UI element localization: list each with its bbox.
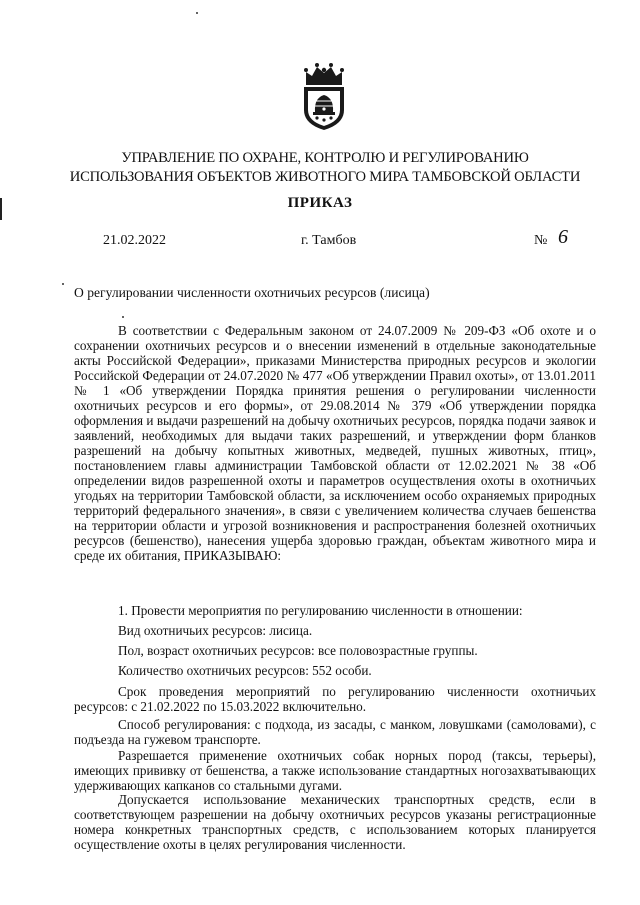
term-paragraph: Срок проведения мероприятий по регулированию численности охотничьих ресурсов: с 21.02.2022 по 15.03.2022 включительно. — [74, 684, 596, 714]
coat-of-arms-emblem — [297, 60, 351, 132]
vehicles-block — [74, 792, 596, 852]
dogs-block — [74, 748, 596, 793]
method-paragraph: Способ регулирования: с подхода, из засады, с манком, ловушками (самоловами), с подъезда на гужевом транспорте. — [74, 717, 596, 747]
order-subject: О регулировании численности охотничьих ресурсов (лисица) — [74, 285, 430, 300]
item-1-heading: 1. Провести мероприятия по регулированию численности в отношении: — [118, 603, 523, 618]
dogs-paragraph: Разрешается применение охотничьих собак норных пород (таксы, терьеры), имеющих прививку от бешенства, а также использование стандартных ногозахватывающих удерживающих капканов со стальными дугами. — [74, 748, 596, 793]
term-block — [74, 684, 596, 714]
order-city: г. Тамбов — [301, 233, 357, 248]
method-block — [74, 717, 596, 747]
order-number-handwritten: 6 — [558, 226, 568, 248]
document-type-title: ПРИКАЗ — [287, 195, 353, 211]
preamble-paragraph: В соответствии с Федеральным законом от 24.07.2009 № 209-ФЗ «Об охоте и о сохранении охотничьих ресурсов и о внесении изменений в отдельные законодательные акты Российской Федерации», приказами Министерства природных ресурсов и экологии Российской Федерации от 24.07.2020 № 477 «Об утверждении Правил охоты», от 13.01.2011 № 1 «Об утверждении Порядка принятия решения о регулировании численности охотничьих ресурсов и его формы», от 29.08.2014 № 379 «Об утверждении порядка оформления и выдачи разрешений на добычу охотничьих ресурсов, порядка подачи заявок и заявлений, необходимых для выдачи таких разрешений, и утверждении форм бланков разрешений на добычу копытных животных, медведей, пушных животных, птиц», постановлением главы администрации Тамбовской области от 12.02.2021 № 38 «Об определении видов разрешенной охоты и параметров осуществления охоты в охотничьих угодьях на территории Тамбовской области, за исключением особо охраняемых природных территорий федерального значения», в связи с увеличением количества случаев бешенства на территории области и угрозой возникновения и распространения болезней охотничьих ресурсов (бешенство), нанесения ущерба здоровью граждан, объектам животного мира и среде их обитания, ПРИКАЗЫВАЮ: — [74, 323, 596, 563]
agency-name-line-2: ИСПОЛЬЗОВАНИЯ ОБЪЕКТОВ ЖИВОТНОГО МИРА ТАМБОВСКОЙ ОБЛАСТИ — [69, 169, 581, 185]
body-preamble — [74, 323, 596, 563]
agency-name-line-1: УПРАВЛЕНИЕ ПО ОХРАНЕ, КОНТРОЛЮ И РЕГУЛИРОВАНИЮ — [121, 150, 529, 166]
scan-speck — [196, 12, 198, 14]
quantity-line: Количество охотничьих ресурсов: 552 особи. — [118, 663, 372, 678]
order-date: 21.02.2022 — [103, 233, 166, 248]
scan-speck — [122, 316, 124, 318]
vehicles-paragraph: Допускается использование механических транспортных средств, если в соответствующем разрешении на добычу охотничьих ресурсов указаны регистрационные номера конкретных транспортных средств, с использованием которых планируется осуществление охоты в целях регулирования численности. — [74, 792, 596, 852]
order-number-label: № — [534, 233, 548, 248]
scan-speck — [62, 283, 64, 285]
species-line: Вид охотничьих ресурсов: лисица. — [118, 623, 313, 638]
sex-age-line: Пол, возраст охотничьих ресурсов: все половозрастные группы. — [118, 643, 478, 658]
